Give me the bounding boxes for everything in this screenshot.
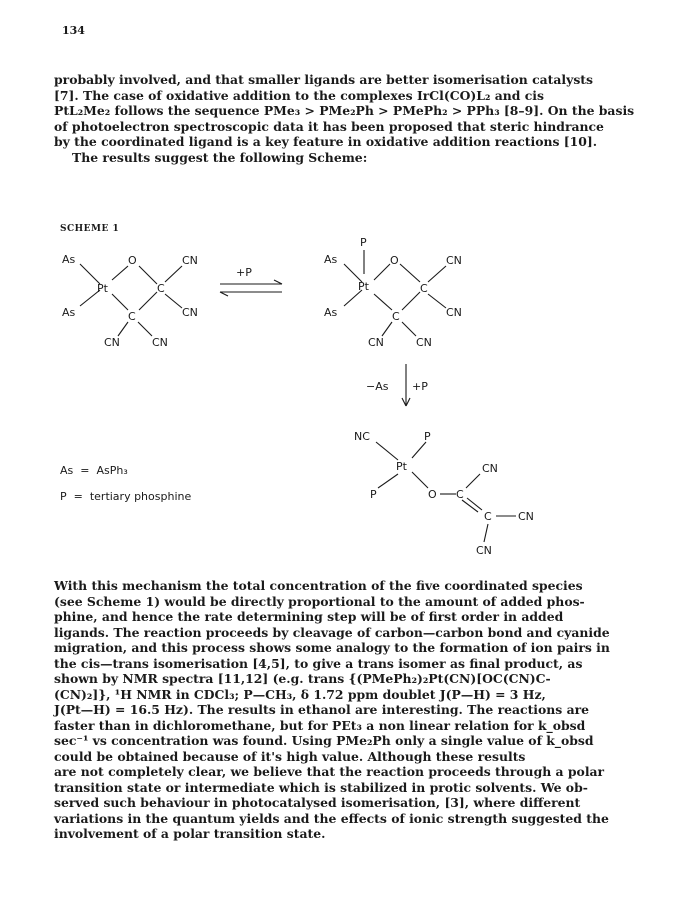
legend-as: As = AsPh₃ bbox=[60, 464, 128, 477]
text-line: phine, and hence the rate determining step will be of first order in added bbox=[54, 609, 564, 624]
text-line: PtL₂Me₂ follows the sequence PMe₃ > PMe₂Ph > PMePh₂ > PPh₃ [8–9]. On the basis bbox=[54, 103, 635, 118]
atom-label: CN bbox=[368, 336, 384, 349]
bond-line bbox=[374, 294, 392, 310]
atom-label: C bbox=[456, 488, 464, 501]
bond-line bbox=[412, 472, 428, 488]
text-line: probably involved, and that smaller ligands are better isomerisation catalysts bbox=[54, 72, 594, 87]
vertical-arrow-head bbox=[402, 398, 406, 406]
atom-label: CN bbox=[182, 254, 198, 267]
text-line: the cis—trans isomerisation [4,5], to give a trans isomer as final product, as bbox=[54, 655, 583, 671]
atom-label: CN bbox=[446, 254, 462, 267]
bond-line bbox=[467, 498, 482, 510]
page-number: 134 bbox=[62, 24, 85, 37]
scheme-intro-sentence: The results suggest the following Scheme: bbox=[72, 149, 368, 165]
atom-label: P bbox=[424, 430, 431, 443]
text-line: involvement of a polar transition state. bbox=[54, 826, 326, 841]
text-line: (see Scheme 1) would be directly proportional to the amount of added phos- bbox=[54, 593, 585, 609]
atom-label: C bbox=[420, 282, 428, 295]
atom-label: CN bbox=[476, 544, 492, 557]
step-label: −As bbox=[366, 380, 389, 393]
bond-line bbox=[378, 474, 398, 488]
atom-label: CN bbox=[482, 462, 498, 475]
atom-label: Pt bbox=[396, 460, 407, 473]
atom-label: P bbox=[370, 488, 377, 501]
bond-line bbox=[139, 292, 157, 310]
text-line: faster than in dichloromethane, but for PEt₃ a non linear relation for k_obsd bbox=[54, 717, 586, 733]
atom-label: As bbox=[324, 253, 338, 266]
atom-label: CN bbox=[152, 336, 168, 349]
bond-line bbox=[112, 294, 128, 310]
bond-line bbox=[466, 474, 480, 488]
step-label: +P bbox=[412, 380, 428, 393]
atom-label: C bbox=[157, 282, 165, 295]
atom-label: O bbox=[390, 254, 399, 267]
text-line: shown by NMR spectra [11,12] (e.g. trans {(PMePh₂)₂Pt(CN)[OC(CN)C- bbox=[54, 671, 551, 686]
bond-line bbox=[412, 442, 426, 458]
text-line: (CN)₂]}, ¹H NMR in CDCl₃; P—CH₃, δ 1.72 ppm doublet J(P—H) = 3 Hz, bbox=[54, 686, 546, 702]
scheme-label: SCHEME 1 bbox=[60, 224, 120, 234]
text-line: ligands. The reaction proceeds by cleavage of carbon—carbon bond and cyanide bbox=[54, 624, 610, 640]
atom-label: O bbox=[128, 254, 137, 267]
text-line: transition state or intermediate which is stabilized in protic solvents. We ob- bbox=[54, 779, 588, 795]
text-line: variations in the quantum yields and the effects of ionic strength suggested the bbox=[54, 810, 609, 826]
legend-p: P = tertiary phosphine bbox=[60, 490, 192, 503]
text-line: by the coordinated ligand is a key feature in oxidative addition reactions [10]. bbox=[54, 134, 598, 149]
bottom-paragraph bbox=[54, 578, 622, 842]
atom-label: As bbox=[324, 306, 338, 319]
text-line: of photoelectron spectroscopic data it has been proposed that steric hindrance bbox=[54, 118, 604, 134]
bond-line bbox=[402, 322, 416, 336]
reagent-label: +P bbox=[236, 266, 252, 279]
atom-label: CN bbox=[182, 306, 198, 319]
bond-line bbox=[374, 264, 390, 280]
text-line: are not completely clear, we believe that the reaction proceeds through a polar bbox=[54, 764, 605, 779]
text-line: [7]. The case of oxidative addition to the complexes IrCl(CO)L₂ and cis bbox=[54, 87, 544, 103]
atom-label: C bbox=[128, 310, 136, 323]
bond-line bbox=[118, 322, 128, 336]
vertical-arrow-head bbox=[406, 398, 410, 406]
bond-line bbox=[80, 264, 100, 284]
atom-label: P bbox=[360, 236, 367, 249]
atom-label: As bbox=[62, 306, 76, 319]
atom-label: CN bbox=[416, 336, 432, 349]
text-line: With this mechanism the total concentration of the five coordinated species bbox=[54, 578, 583, 593]
atom-label: C bbox=[484, 510, 492, 523]
text-line: could be obtained because of it's high value. Although these results bbox=[54, 748, 526, 764]
reverse-arrow-head bbox=[220, 292, 228, 296]
text-line: sec⁻¹ vs concentration was found. Using PMe₂Ph only a single value of k_obsd bbox=[54, 733, 594, 748]
bond-line bbox=[165, 266, 182, 282]
atom-label: As bbox=[62, 253, 76, 266]
bond-line bbox=[138, 322, 152, 336]
text-line: migration, and this process shows some analogy to the formation of ion pairs in bbox=[54, 640, 610, 655]
bond-line bbox=[462, 500, 478, 512]
bond-line bbox=[428, 294, 446, 308]
text-line: served such behaviour in photocatalysed isomerisation, [3], where different bbox=[54, 795, 581, 810]
bond-line bbox=[165, 294, 182, 308]
bond-line bbox=[139, 266, 157, 284]
bond-line bbox=[382, 322, 392, 336]
bond-line bbox=[428, 266, 446, 282]
atom-label: O bbox=[428, 488, 437, 501]
atom-label: Pt bbox=[358, 280, 369, 293]
bond-line bbox=[112, 266, 128, 280]
atom-label: NC bbox=[354, 430, 370, 443]
forward-arrow-head bbox=[274, 280, 282, 284]
bond-line bbox=[402, 292, 420, 310]
atom-label: CN bbox=[518, 510, 534, 523]
bond-line bbox=[400, 264, 420, 282]
atom-label: Pt bbox=[97, 282, 108, 295]
atom-label: C bbox=[392, 310, 400, 323]
text-line: J(Pt—H) = 16.5 Hz). The results in ethanol are interesting. The reactions are bbox=[54, 702, 590, 717]
bond-line bbox=[484, 524, 488, 542]
bond-line bbox=[376, 442, 398, 460]
atom-label: CN bbox=[446, 306, 462, 319]
atom-label: CN bbox=[104, 336, 120, 349]
